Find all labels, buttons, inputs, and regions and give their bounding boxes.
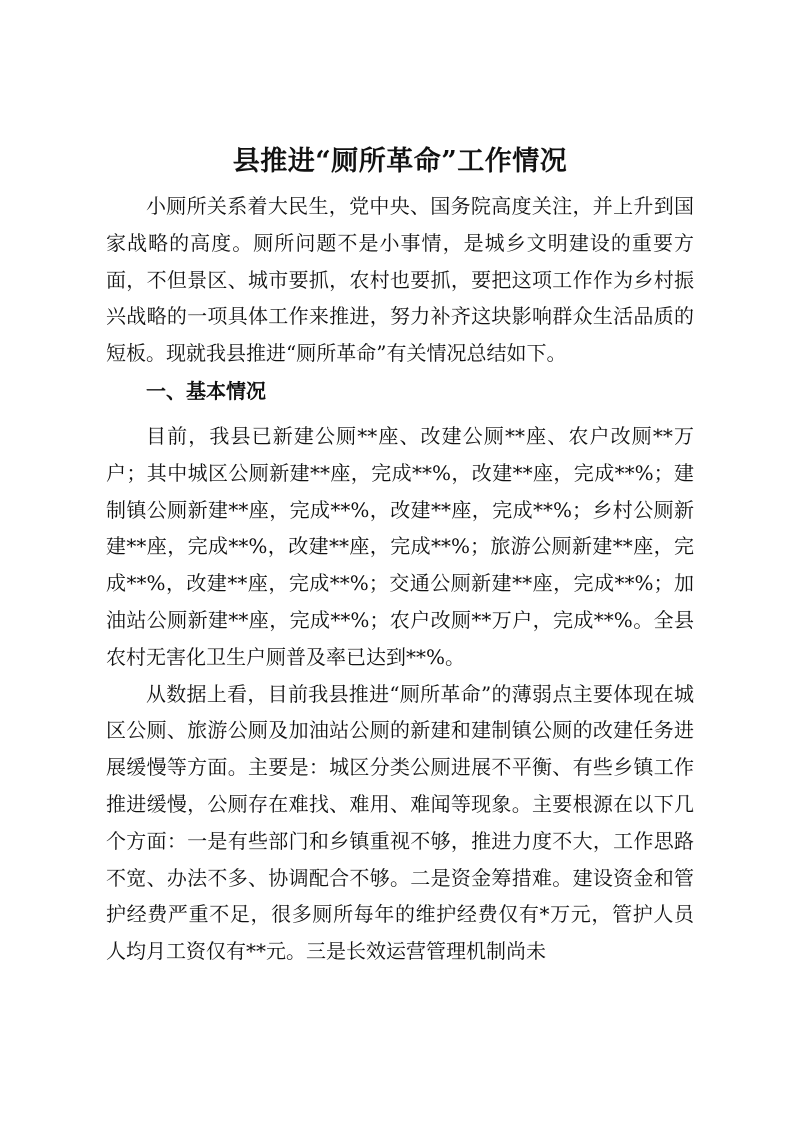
intro-paragraph: 小厕所关系着大民生，党中央、国务院高度关注，并上升到国家战略的高度。厕所问题不是小事情，是城乡文明建设的重要方面，不但景区、城市要抓，农村也要抓，要把这项工作作为乡村振兴战略的一项具体工作来推进，努力补齐这块影响群众生活品质的短板。现就我县推进“厕所革命”有关情况总结如下。	[106, 194, 694, 366]
document-title: 县推进“厕所革命”工作情况	[232, 146, 568, 177]
section-paragraph-statistics: 目前，我县已新建公厕**座、改建公厕**座、农户改厕**万户；其中城区公厕新建**座，完成**%，改建**座，完成**%；建制镇公厕新建**座，完成**%，改建**座，完成**%；乡村公厕新建**座，完成**%，改建**座，完成**%；旅游公厕新建**座，完成**%，改建**座，完成**%；交通公厕新建**座，完成**%；加油站公厕新建**座，完成**%；农户改厕**万户，完成**%。全县农村无害化卫生户厕普及率已达到**%。	[106, 423, 694, 669]
document-body	[106, 142, 694, 970]
section-paragraph-analysis: 从数据上看，目前我县推进“厕所革命”的薄弱点主要体现在城区公厕、旅游公厕及加油站公厕的新建和建制镇公厕的改建任务进展缓慢等方面。主要是：城区分类公厕进展不平衡、有些乡镇工作推进缓慢，公厕存在难找、难用、难闻等现象。主要根源在以下几个方面：一是有些部门和乡镇重视不够，推进力度不大，工作思路不宽、办法不多、协调配合不够。二是资金筹措难。建设资金和管护经费严重不足，很多厕所每年的维护经费仅有*万元，管护人员人均月工资仅有**元。三是长效运营管理机制尚未	[106, 681, 694, 964]
section-heading: 一、基本情况	[146, 378, 266, 403]
